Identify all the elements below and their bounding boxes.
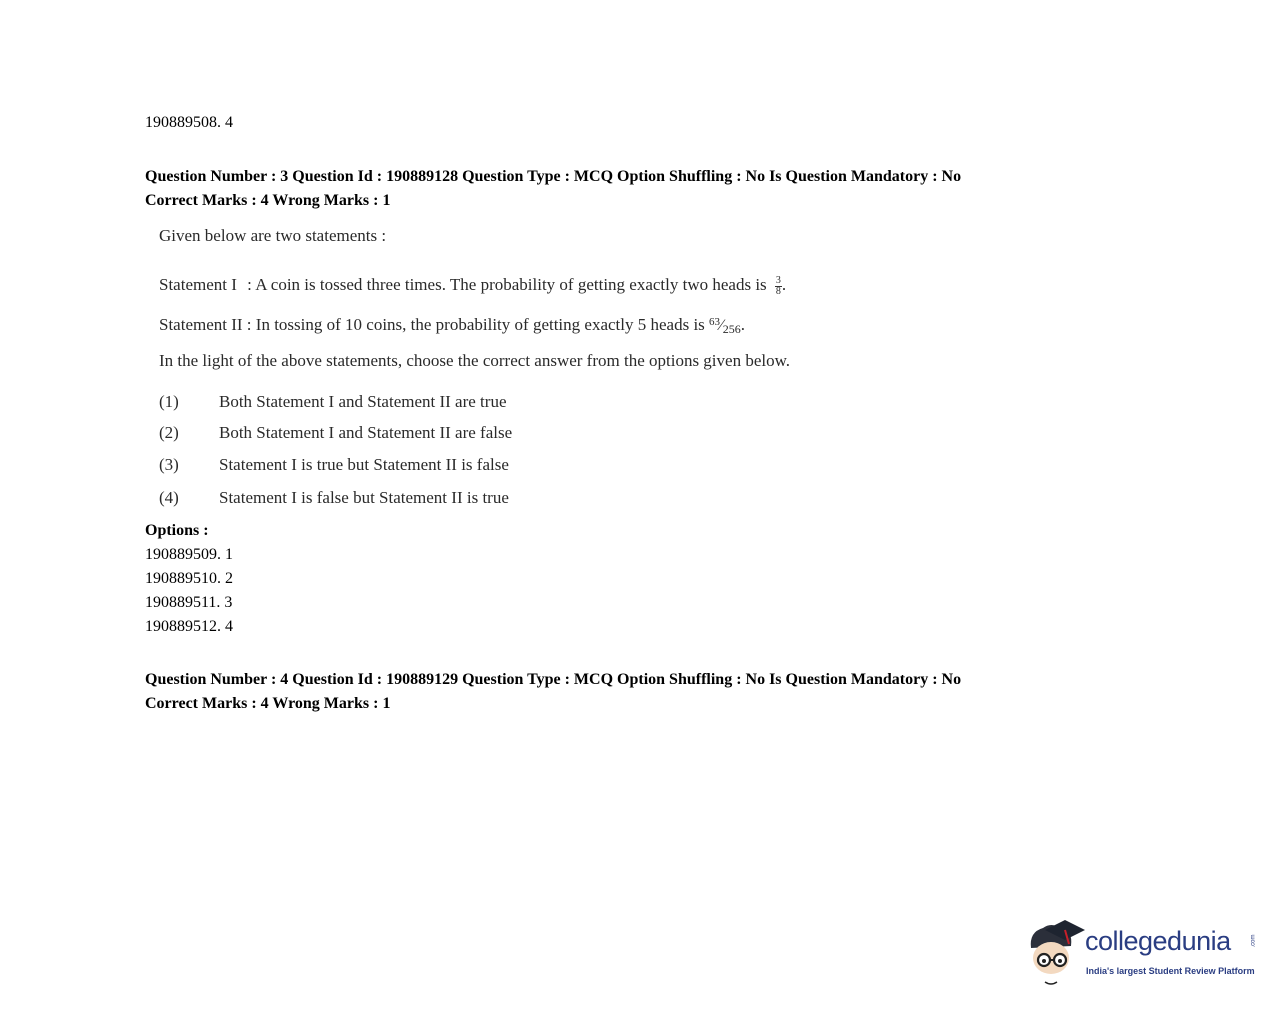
brand-name: collegedunia [1085,926,1231,956]
choice-text: Both Statement I and Statement II are true [219,392,507,411]
q3-instruction: In the light of the above statements, choose the correct answer from the options given below. [159,351,791,370]
statement-2-fraction: $^{63}⁄_{256}$ [709,316,741,336]
option-id-1: 190889509. 1 [145,546,233,563]
choice-4 [159,488,659,512]
choice-number: (1) [159,392,179,411]
choice-1 [159,392,659,416]
statement-1-prefix: Statement I [159,275,237,294]
statement-1-fraction [775,276,782,297]
brand-suffix: .com [1250,934,1257,948]
statement-1-end: . [781,275,787,294]
q3-statement-1 [159,275,786,297]
brand-tagline: India's largest Student Review Platform [1086,966,1255,976]
choice-number: (2) [159,423,179,442]
statement-2-end: . [740,315,745,334]
previous-option-last: 190889508. 4 [145,114,233,131]
q3-header-line1: Question Number : 3 Question Id : 190889128 Question Type : MCQ Option Shuffling : No Is Question Mandatory : No [145,168,962,185]
choice-text: Statement I is false but Statement II is true [219,488,509,507]
q3-header-line2: Correct Marks : 4 Wrong Marks : 1 [145,192,391,209]
choice-text: Both Statement I and Statement II are false [219,423,513,442]
q4-header-line1: Question Number : 4 Question Id : 190889129 Question Type : MCQ Option Shuffling : No Is Question Mandatory : No [145,671,962,688]
choice-number: (3) [159,455,179,474]
options-label: Options : [145,522,209,539]
statement-1-text: : A coin is tossed three times. The probability of getting exactly two heads is [247,275,767,294]
collegedunia-logo [1025,918,1255,988]
q3-statement-2 [159,315,745,337]
fraction-numerator: 3 [775,274,781,286]
fraction-denominator: 256 [722,322,741,336]
statement-2-text: Statement II : In tossing of 10 coins, the probability of getting exactly 5 heads is [159,315,705,334]
choice-text: Statement I is true but Statement II is false [219,455,509,474]
choice-number: (4) [159,488,179,507]
option-id-3: 190889511. 3 [145,594,233,611]
mascot-icon [1025,918,1085,990]
fraction-denominator: 8 [775,285,781,297]
q3-intro: Given below are two statements : [159,226,387,245]
q4-header-line2: Correct Marks : 4 Wrong Marks : 1 [145,695,391,712]
choice-3 [159,455,659,479]
fraction-numerator: 63 [709,316,721,328]
choice-2 [159,423,659,447]
option-id-2: 190889510. 2 [145,570,233,587]
option-id-4: 190889512. 4 [145,618,233,635]
